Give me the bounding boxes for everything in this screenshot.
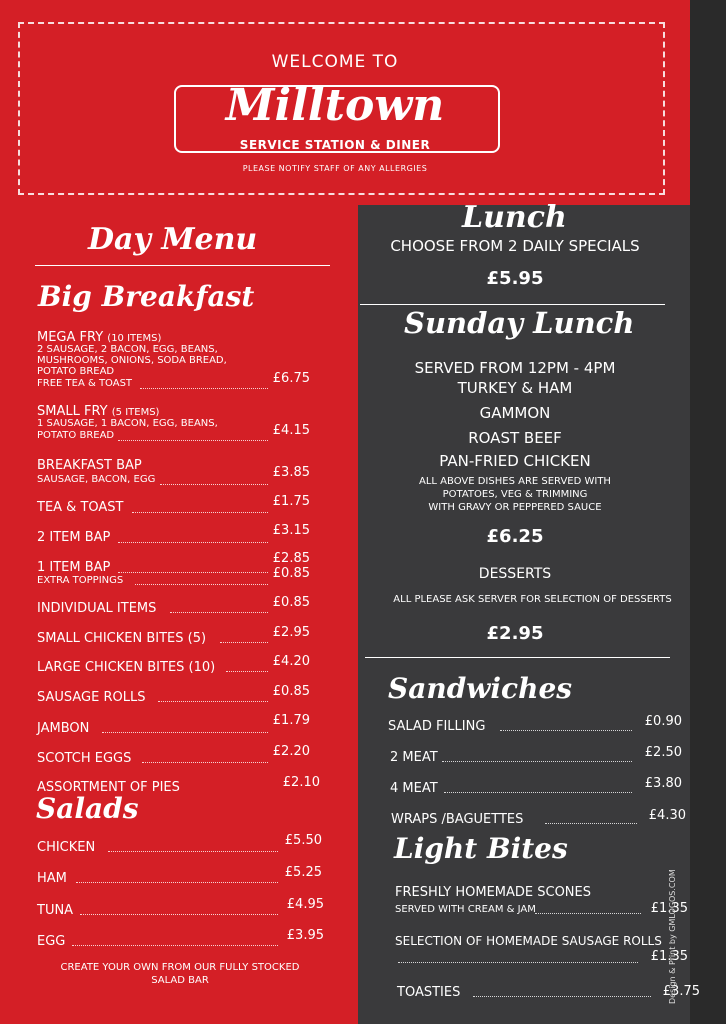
- small-chicken-bites-name: SMALL CHICKEN BITES (5): [37, 631, 207, 646]
- salad-bar-note: CREATE YOUR OWN FROM OUR FULLY STOCKED: [60, 962, 300, 973]
- mega-fry-desc: FREE TEA & TOAST: [37, 378, 133, 389]
- leader-dots: [102, 732, 268, 733]
- tea-toast-name: TEA & TOAST: [37, 500, 124, 515]
- scones-price: £1.35: [650, 901, 688, 916]
- four-meat-price: £3.80: [644, 776, 682, 791]
- jambon-price: £1.79: [272, 713, 310, 728]
- scotch-eggs-name: SCOTCH EGGS: [37, 751, 132, 766]
- sunday-lunch-title: Sunday Lunch: [404, 306, 635, 340]
- breakfast-bap-desc: SAUSAGE, BACON, EGG: [37, 474, 156, 485]
- lunch-price: £5.95: [486, 268, 544, 289]
- leader-dots: [142, 762, 268, 763]
- sausage-rolls-selection-price: £1.35: [650, 949, 688, 964]
- welcome-text: WELCOME TO: [271, 52, 399, 72]
- sunday-dish: TURKEY & HAM: [457, 379, 573, 397]
- salad-chicken-name: CHICKEN: [37, 840, 96, 855]
- day-menu-title: Day Menu: [88, 222, 258, 257]
- leader-dots: [132, 512, 268, 513]
- small-fry-price: £4.15: [272, 423, 310, 438]
- sausage-rolls-selection-name: SELECTION OF HOMEMADE SAUSAGE ROLLS: [395, 934, 662, 948]
- salads-title: Salads: [36, 792, 139, 825]
- sunday-price: £6.25: [486, 526, 544, 547]
- mega-fry-desc: 2 SAUSAGE, 2 BACON, EGG, BEANS,: [37, 344, 218, 355]
- divider: [35, 265, 330, 266]
- header-banner: [0, 0, 690, 205]
- leader-dots: [118, 440, 268, 441]
- one-item-bap-name: 1 ITEM BAP: [37, 560, 111, 575]
- two-item-bap-price: £3.15: [272, 523, 310, 538]
- small-chicken-bites-price: £2.95: [272, 625, 310, 640]
- light-bites-title: Light Bites: [394, 832, 568, 865]
- wraps-price: £4.30: [648, 808, 686, 823]
- sausage-rolls-name: SAUSAGE ROLLS: [37, 690, 146, 705]
- two-meat-name: 2 MEAT: [390, 750, 438, 765]
- leader-dots: [80, 914, 278, 915]
- wraps-name: WRAPS /BAGUETTES: [391, 812, 524, 827]
- two-item-bap-name: 2 ITEM BAP: [37, 530, 111, 545]
- leader-dots: [160, 484, 268, 485]
- salad-ham-name: HAM: [37, 871, 67, 886]
- desserts-note: ALL PLEASE ASK SERVER FOR SELECTION OF DESSERTS: [393, 594, 672, 605]
- toasties-price: £3.75: [662, 984, 700, 999]
- sunday-dish: PAN-FRIED CHICKEN: [439, 452, 591, 470]
- leader-dots: [535, 913, 641, 914]
- desserts-price: £2.95: [486, 623, 544, 644]
- leader-dots: [158, 701, 268, 702]
- leader-dots: [442, 761, 632, 762]
- table-edge: [690, 0, 726, 1024]
- sandwiches-title: Sandwiches: [388, 672, 573, 705]
- sunday-note: WITH GRAVY OR PEPPERED SAUCE: [428, 502, 602, 513]
- salad-tuna-price: £4.95: [286, 897, 324, 912]
- leader-dots: [226, 671, 268, 672]
- sausage-rolls-price: £0.85: [272, 684, 310, 699]
- leader-dots: [220, 642, 268, 643]
- salad-chicken-price: £5.50: [284, 833, 322, 848]
- jambon-name: JAMBON: [37, 721, 90, 736]
- extra-toppings-price: £0.85: [272, 566, 310, 581]
- sunday-note: ALL ABOVE DISHES ARE SERVED WITH: [419, 476, 611, 487]
- sunday-dish: GAMMON: [479, 404, 551, 422]
- designer-credit: Design & Print by GMLOGOS.COM: [668, 869, 677, 1004]
- mega-fry-desc: POTATO BREAD: [37, 366, 115, 377]
- desserts-heading: DESSERTS: [478, 566, 552, 582]
- extra-toppings: EXTRA TOPPINGS: [37, 575, 124, 586]
- leader-dots: [500, 730, 632, 731]
- salad-filling-name: SALAD FILLING: [388, 719, 486, 734]
- tea-toast-price: £1.75: [272, 494, 310, 509]
- scones-name: FRESHLY HOMEMADE SCONES: [395, 885, 591, 900]
- salad-ham-price: £5.25: [284, 865, 322, 880]
- big-breakfast-title: Big Breakfast: [38, 280, 255, 313]
- breakfast-bap-price: £3.85: [272, 465, 310, 480]
- mega-fry-name: MEGA FRY (10 ITEMS): [37, 330, 162, 345]
- salad-filling-price: £0.90: [644, 714, 682, 729]
- salad-egg-name: EGG: [37, 934, 66, 949]
- leader-dots: [135, 584, 268, 585]
- pies-price: £2.10: [282, 775, 320, 790]
- individual-items-price: £0.85: [272, 595, 310, 610]
- small-fry-desc: POTATO BREAD: [37, 430, 115, 441]
- small-fry-desc: 1 SAUSAGE, 1 BACON, EGG, BEANS,: [37, 418, 218, 429]
- large-chicken-bites-name: LARGE CHICKEN BITES (10): [37, 660, 216, 675]
- scones-desc: SERVED WITH CREAM & JAM: [395, 904, 536, 915]
- leader-dots: [108, 851, 278, 852]
- sunday-served: SERVED FROM 12PM - 4PM: [414, 359, 616, 377]
- leader-dots: [545, 823, 637, 824]
- scotch-eggs-price: £2.20: [272, 744, 310, 759]
- pies-name: ASSORTMENT OF PIES: [37, 780, 180, 795]
- small-fry-name: SMALL FRY (5 ITEMS): [37, 404, 160, 419]
- leader-dots: [170, 612, 268, 613]
- salad-bar-note: SALAD BAR: [151, 975, 209, 986]
- individual-items-name: INDIVIDUAL ITEMS: [37, 601, 157, 616]
- leader-dots: [72, 945, 278, 946]
- four-meat-name: 4 MEAT: [390, 781, 438, 796]
- leader-dots: [398, 962, 638, 963]
- brand-subtitle: SERVICE STATION & DINER: [239, 138, 431, 152]
- leader-dots: [76, 882, 278, 883]
- lunch-specials: CHOOSE FROM 2 DAILY SPECIALS: [390, 237, 640, 255]
- toasties-name: TOASTIES: [397, 985, 461, 1000]
- mega-fry-desc: MUSHROOMS, ONIONS, SODA BREAD,: [37, 355, 227, 366]
- sunday-note: POTATOES, VEG & TRIMMING: [442, 489, 588, 500]
- divider: [365, 657, 670, 658]
- leader-dots: [473, 996, 651, 997]
- salad-egg-price: £3.95: [286, 928, 324, 943]
- salad-tuna-name: TUNA: [37, 903, 74, 918]
- divider: [360, 304, 665, 305]
- leader-dots: [140, 388, 268, 389]
- large-chicken-bites-price: £4.20: [272, 654, 310, 669]
- lunch-title: Lunch: [462, 200, 567, 235]
- two-meat-price: £2.50: [644, 745, 682, 760]
- sunday-dish: ROAST BEEF: [468, 429, 562, 447]
- breakfast-bap-name: BREAKFAST BAP: [37, 458, 142, 473]
- one-item-bap-price: £2.85: [272, 551, 310, 566]
- leader-dots: [444, 792, 632, 793]
- allergy-notice: PLEASE NOTIFY STAFF OF ANY ALLERGIES: [242, 164, 428, 173]
- brand-logo: Milltown: [225, 80, 445, 131]
- leader-dots: [118, 572, 268, 573]
- mega-fry-price: £6.75: [272, 371, 310, 386]
- leader-dots: [118, 542, 268, 543]
